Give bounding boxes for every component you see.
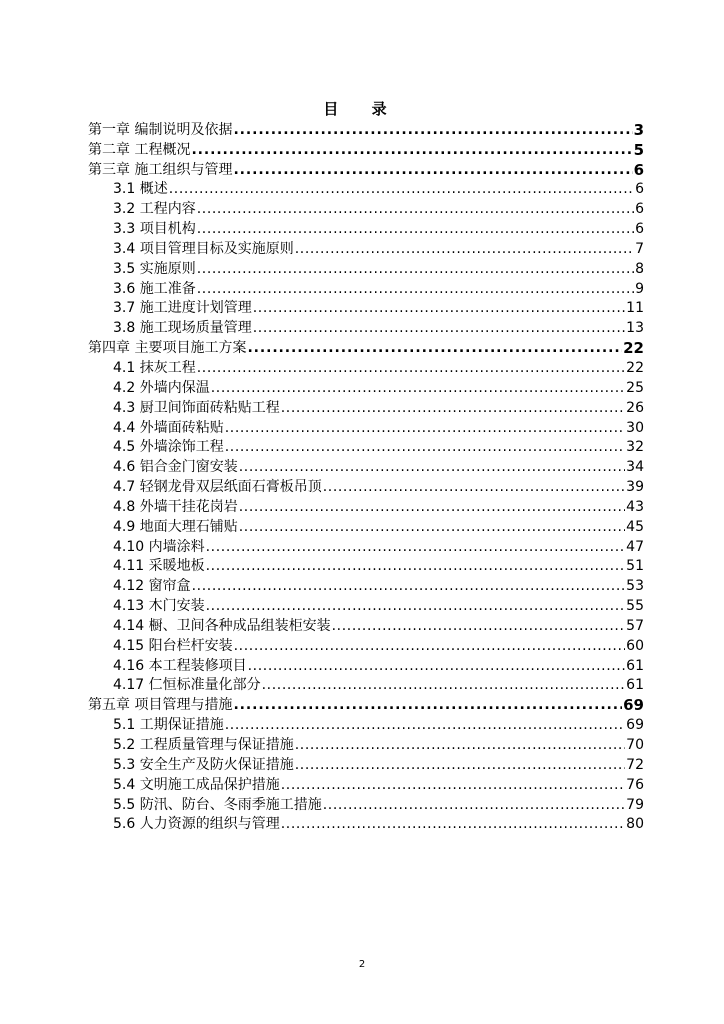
toc-entry-label: 4.10 内墙涂料 — [113, 538, 205, 555]
toc-dot-leader — [197, 280, 634, 298]
toc-section-entry[interactable] — [88, 218, 644, 238]
toc-section-entry[interactable] — [88, 179, 644, 199]
toc-entry-page-number: 11 — [626, 300, 644, 317]
toc-entry-label: 3.4 项目管理目标及实施原则 — [113, 240, 294, 257]
toc-dot-leader — [281, 399, 625, 417]
toc-entry-label: 4.2 外墙内保温 — [113, 379, 210, 396]
toc-entry-label: 5.3 安全生产及防火保证措施 — [113, 756, 294, 773]
toc-dot-leader — [169, 180, 634, 198]
toc-entry-page-number: 69 — [626, 717, 644, 734]
toc-entry-label: 4.6 铝合金门窗安装 — [113, 459, 238, 476]
toc-section-entry[interactable] — [88, 814, 644, 834]
toc-chapter-entry[interactable] — [88, 159, 644, 179]
toc-entry-page-number: 61 — [626, 657, 644, 674]
toc-section-entry[interactable] — [88, 278, 644, 298]
toc-entry-page-number: 3 — [633, 120, 644, 139]
toc-section-entry[interactable] — [88, 417, 644, 437]
toc-entry-label: 4.3 厨卫间饰面砖粘贴工程 — [113, 399, 280, 416]
toc-dot-leader — [295, 756, 625, 774]
toc-entry-page-number: 53 — [626, 578, 644, 595]
toc-dot-leader — [323, 478, 625, 496]
toc-dot-leader — [206, 597, 626, 615]
toc-entry-label: 4.12 窗帘盒 — [113, 578, 191, 595]
toc-entry-page-number: 69 — [623, 696, 644, 715]
toc-section-entry[interactable] — [88, 317, 644, 337]
toc-entry-page-number: 70 — [626, 737, 644, 753]
toc-dot-leader — [197, 260, 634, 278]
toc-title: 目 录 — [323, 100, 401, 118]
toc-dot-leader — [191, 141, 632, 159]
toc-entry-label: 4.13 木门安装 — [113, 598, 205, 615]
toc-entry-label: 3.6 施工准备 — [113, 280, 196, 297]
toc-section-entry[interactable] — [88, 794, 644, 814]
toc-dot-leader — [206, 538, 626, 556]
toc-entry-label: 5.2 工程质量管理与保证措施 — [113, 737, 294, 753]
toc-section-entry[interactable] — [88, 476, 644, 496]
toc-entry-page-number: 60 — [626, 637, 644, 654]
toc-section-entry[interactable] — [88, 675, 644, 695]
toc-entry-page-number: 51 — [626, 558, 644, 575]
toc-entry-label: 5.6 人力资源的组织与管理 — [113, 816, 280, 833]
toc-section-entry[interactable] — [88, 258, 644, 278]
toc-dot-leader — [225, 419, 625, 437]
toc-dot-leader — [233, 161, 632, 179]
toc-dot-leader — [247, 339, 622, 357]
toc-entry-page-number: 6 — [635, 221, 644, 238]
toc-section-entry[interactable] — [88, 556, 644, 576]
toc-entry-page-number: 45 — [626, 518, 644, 535]
page-number: 2 — [358, 959, 366, 970]
toc-chapter-entry[interactable] — [88, 119, 644, 139]
toc-entry-page-number: 55 — [626, 598, 644, 615]
toc-entry-label: 4.9 地面大理石铺贴 — [113, 518, 238, 535]
toc-section-entry[interactable] — [88, 437, 644, 457]
toc-entry-label: 3.8 施工现场质量管理 — [113, 320, 252, 337]
toc-section-entry[interactable] — [88, 734, 644, 754]
toc-entry-label: 4.5 外墙涂饰工程 — [113, 439, 224, 456]
toc-section-entry[interactable] — [88, 655, 644, 675]
toc-section-entry[interactable] — [88, 774, 644, 794]
toc-entry-page-number: 47 — [626, 538, 644, 555]
toc-section-entry[interactable] — [88, 615, 644, 635]
toc-dot-leader — [197, 220, 634, 238]
toc-dot-leader — [295, 736, 625, 754]
toc-entry-page-number: 57 — [626, 617, 644, 634]
toc-entry-page-number: 39 — [626, 479, 644, 496]
toc-dot-leader — [332, 617, 626, 635]
toc-entry-label: 3.5 实施原则 — [113, 260, 196, 277]
toc-dot-leader — [253, 299, 625, 317]
toc-dot-leader — [233, 696, 622, 714]
toc-entry-label: 第五章 项目管理与措施 — [88, 697, 233, 714]
toc-chapter-entry[interactable] — [88, 337, 644, 357]
toc-dot-leader — [248, 657, 626, 675]
toc-entry-label: 4.7 轻钢龙骨双层纸面石膏板吊顶 — [113, 479, 322, 496]
toc-dot-leader — [281, 776, 625, 794]
toc-entry-page-number: 22 — [623, 339, 644, 358]
toc-entry-page-number: 22 — [626, 359, 644, 376]
toc-entry-page-number: 43 — [626, 498, 644, 515]
toc-section-entry[interactable] — [88, 456, 644, 476]
toc-entry-label: 4.15 阳台栏杆安装 — [113, 637, 233, 654]
toc-section-entry[interactable] — [88, 595, 644, 615]
table-of-contents — [88, 119, 644, 833]
toc-dot-leader — [281, 815, 625, 833]
toc-entry-page-number: 72 — [626, 756, 644, 773]
toc-entry-page-number: 6 — [635, 201, 644, 218]
toc-section-entry[interactable] — [88, 397, 644, 417]
toc-section-entry[interactable] — [88, 357, 644, 377]
toc-section-entry[interactable] — [88, 635, 644, 655]
toc-entry-page-number: 76 — [626, 776, 644, 793]
toc-entry-page-number: 79 — [626, 796, 644, 813]
toc-entry-label: 第一章 编制说明及依据 — [88, 121, 233, 138]
toc-entry-label: 4.8 外墙干挂花岗岩 — [113, 498, 238, 515]
toc-dot-leader — [197, 359, 625, 377]
toc-entry-label: 4.1 抹灰工程 — [113, 359, 196, 376]
toc-dot-leader — [225, 716, 625, 734]
toc-section-entry[interactable] — [88, 714, 644, 734]
toc-dot-leader — [225, 438, 625, 456]
toc-entry-page-number: 80 — [626, 816, 644, 833]
toc-dot-leader — [233, 121, 632, 139]
toc-entry-label: 第二章 工程概况 — [88, 141, 191, 158]
toc-entry-page-number: 32 — [626, 439, 644, 456]
toc-entry-page-number: 7 — [635, 240, 644, 257]
toc-section-entry[interactable] — [88, 496, 644, 516]
toc-entry-label: 4.16 本工程装修项目 — [113, 657, 247, 674]
toc-section-entry[interactable] — [88, 536, 644, 556]
toc-entry-page-number: 5 — [633, 140, 644, 159]
toc-dot-leader — [253, 319, 625, 337]
toc-entry-label: 3.1 概述 — [113, 181, 168, 198]
toc-entry-page-number: 13 — [626, 320, 644, 337]
toc-entry-page-number: 30 — [626, 419, 644, 436]
toc-entry-label: 5.4 文明施工成品保护措施 — [113, 776, 280, 793]
toc-dot-leader — [262, 676, 626, 694]
toc-entry-label: 第四章 主要项目施工方案 — [88, 340, 247, 357]
toc-entry-page-number: 25 — [626, 379, 644, 396]
toc-entry-page-number: 9 — [635, 280, 644, 297]
toc-entry-label: 3.3 项目机构 — [113, 221, 196, 238]
toc-entry-page-number: 26 — [626, 399, 644, 416]
toc-entry-label: 5.5 防汛、防台、冬雨季施工措施 — [113, 796, 322, 813]
toc-section-entry[interactable] — [88, 238, 644, 258]
toc-chapter-entry[interactable] — [88, 694, 644, 714]
toc-entry-label: 4.17 仁恒标准量化部分 — [113, 677, 261, 694]
toc-section-entry[interactable] — [88, 516, 644, 536]
toc-entry-label: 3.2 工程内容 — [113, 201, 196, 218]
toc-dot-leader — [206, 557, 626, 575]
toc-dot-leader — [295, 240, 634, 258]
toc-entry-page-number: 34 — [626, 459, 644, 476]
toc-dot-leader — [239, 498, 625, 516]
toc-section-entry[interactable] — [88, 754, 644, 774]
toc-entry-label: 3.7 施工进度计划管理 — [113, 300, 252, 317]
toc-dot-leader — [192, 577, 626, 595]
toc-entry-label: 4.14 橱、卫间各种成品组装柜安装 — [113, 617, 331, 634]
toc-entry-page-number: 8 — [635, 260, 644, 277]
toc-dot-leader — [323, 796, 625, 814]
toc-section-entry[interactable] — [88, 298, 644, 318]
toc-entry-page-number: 6 — [633, 160, 644, 179]
toc-dot-leader — [211, 379, 625, 397]
toc-section-entry[interactable] — [88, 377, 644, 397]
toc-dot-leader — [239, 518, 625, 536]
toc-entry-page-number: 61 — [626, 677, 644, 694]
toc-chapter-entry[interactable] — [88, 139, 644, 159]
toc-section-entry[interactable] — [88, 575, 644, 595]
toc-dot-leader — [239, 458, 625, 476]
toc-entry-label: 第三章 施工组织与管理 — [88, 161, 233, 178]
toc-entry-label: 5.1 工期保证措施 — [113, 717, 224, 734]
toc-dot-leader — [234, 637, 626, 655]
toc-entry-page-number: 6 — [635, 181, 644, 198]
toc-dot-leader — [197, 200, 634, 218]
toc-entry-label: 4.11 采暖地板 — [113, 558, 205, 575]
toc-section-entry[interactable] — [88, 198, 644, 218]
toc-entry-label: 4.4 外墙面砖粘贴 — [113, 419, 224, 436]
